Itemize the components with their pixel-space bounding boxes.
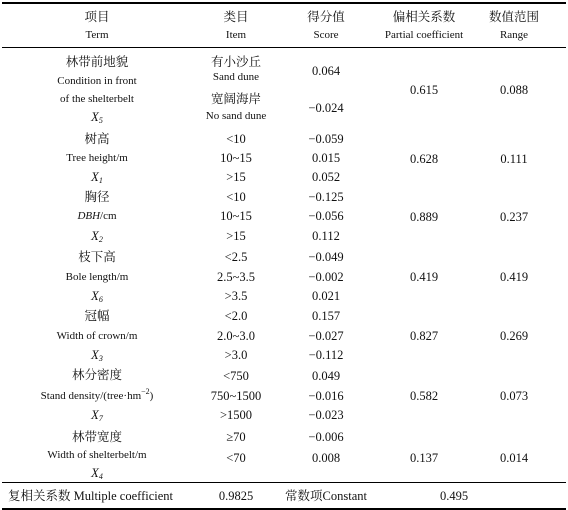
item-label: <10 [226,132,246,146]
score-value: 0.112 [312,229,340,243]
bottom-rule [2,508,566,510]
term-cn: 胸径 [84,190,110,204]
header-rule [2,47,566,48]
term-en: Condition in front [57,75,137,87]
score-value: −0.024 [308,101,344,115]
header-term-cn: 项目 [84,10,110,24]
item-label: 750~1500 [210,389,262,403]
score-value: −0.023 [308,408,344,422]
score-value: 0.064 [311,64,341,78]
term-variable: $X_3$ [91,348,103,363]
term-cn: 树高 [84,132,110,146]
score-value: 0.157 [311,309,341,323]
footer-rule [2,482,566,483]
term-en: Width of shelterbelt/m [47,449,147,461]
term-cn: 冠幅 [84,309,110,323]
term-en: Tree height/m [66,152,128,164]
range-value: 0.088 [499,83,529,97]
score-value: 0.008 [311,451,341,465]
term-cn: 枝下高 [78,250,116,264]
header-score-en: Score [313,29,339,41]
score-value: 0.049 [311,369,341,383]
score-value: 0.015 [311,151,341,165]
header-range-cn: 数值范围 [488,10,540,24]
header-partial-en: Partial coefficient [384,29,464,41]
term-en-line2: of the shelterbelt [60,93,134,105]
score-value: 0.052 [311,170,341,184]
item-label-en: No sand dune [205,110,267,122]
range-value: 0.419 [499,270,529,284]
item-label: 10~15 [220,209,252,223]
score-value: 0.021 [311,289,341,303]
score-value: −0.112 [308,348,344,362]
partial-coefficient: 0.827 [409,329,439,343]
item-label: <750 [223,369,249,383]
header-range-en: Range [499,29,529,41]
range-value: 0.269 [499,329,529,343]
term-variable: $X_2$ [91,229,103,244]
term-variable: $X_4$ [91,466,103,481]
header-item-cn: 类目 [223,10,249,24]
term-variable: $X_5$ [91,110,103,125]
partial-coefficient: 0.889 [409,210,439,224]
term-cn: 林分密度 [71,368,123,382]
item-label: <10 [226,190,246,204]
term-variable: $X_6$ [91,289,103,304]
item-label-cn: 宽阔海岸 [210,92,262,106]
term-variable: $X_7$ [91,408,103,423]
score-value: −0.049 [308,250,344,264]
range-value: 0.111 [500,152,528,166]
item-label: <2.5 [224,250,248,264]
term-cn: 林带前地貌 [65,55,129,69]
header-partial-cn: 偏相关系数 [392,10,456,24]
score-value: −0.002 [308,270,344,284]
term-en: Width of crown/m [56,330,138,342]
item-label-en: Sand dune [212,71,260,83]
item-label: >15 [226,170,246,184]
multiple-coefficient-value: 0.9825 [218,489,254,503]
term-en: DBH/cm [77,210,117,222]
score-value: −0.056 [308,209,344,223]
item-label-cn: 有小沙丘 [210,55,262,69]
range-value: 0.073 [499,389,529,403]
item-label: >15 [226,229,246,243]
range-value: 0.014 [499,451,529,465]
term-en: Stand density/$(tree\cdot hm^{-2})$ [40,387,154,402]
constant-label: 常数项Constant [285,489,367,503]
partial-coefficient: 0.137 [409,451,439,465]
score-value: −0.027 [308,329,344,343]
item-label: <2.0 [224,309,248,323]
item-label: >3.0 [224,348,248,362]
constant-value: 0.495 [439,489,469,503]
multiple-coefficient-label: 复相关系数 Multiple coefficient [8,489,174,503]
partial-coefficient: 0.419 [409,270,439,284]
top-rule [2,2,566,4]
score-value: −0.016 [308,389,344,403]
item-label: <70 [226,451,246,465]
score-value: −0.125 [308,190,344,204]
header-item-en: Item [225,29,247,41]
partial-coefficient: 0.628 [409,152,439,166]
term-en: Bole length/m [65,271,129,283]
item-label: >3.5 [224,289,248,303]
header-term-en: Term [85,29,109,41]
range-value: 0.237 [499,210,529,224]
score-value: −0.059 [308,132,344,146]
item-label: 2.0~3.0 [216,329,256,343]
item-label: ≥70 [226,430,246,444]
partial-coefficient: 0.582 [409,389,439,403]
partial-coefficient: 0.615 [409,83,439,97]
header-score-cn: 得分值 [307,10,345,24]
item-label: >1500 [219,408,253,422]
term-variable: $X_1$ [91,170,103,185]
item-label: 10~15 [220,151,252,165]
item-label: 2.5~3.5 [216,270,256,284]
term-cn: 林带宽度 [71,430,123,444]
score-value: −0.006 [308,430,344,444]
